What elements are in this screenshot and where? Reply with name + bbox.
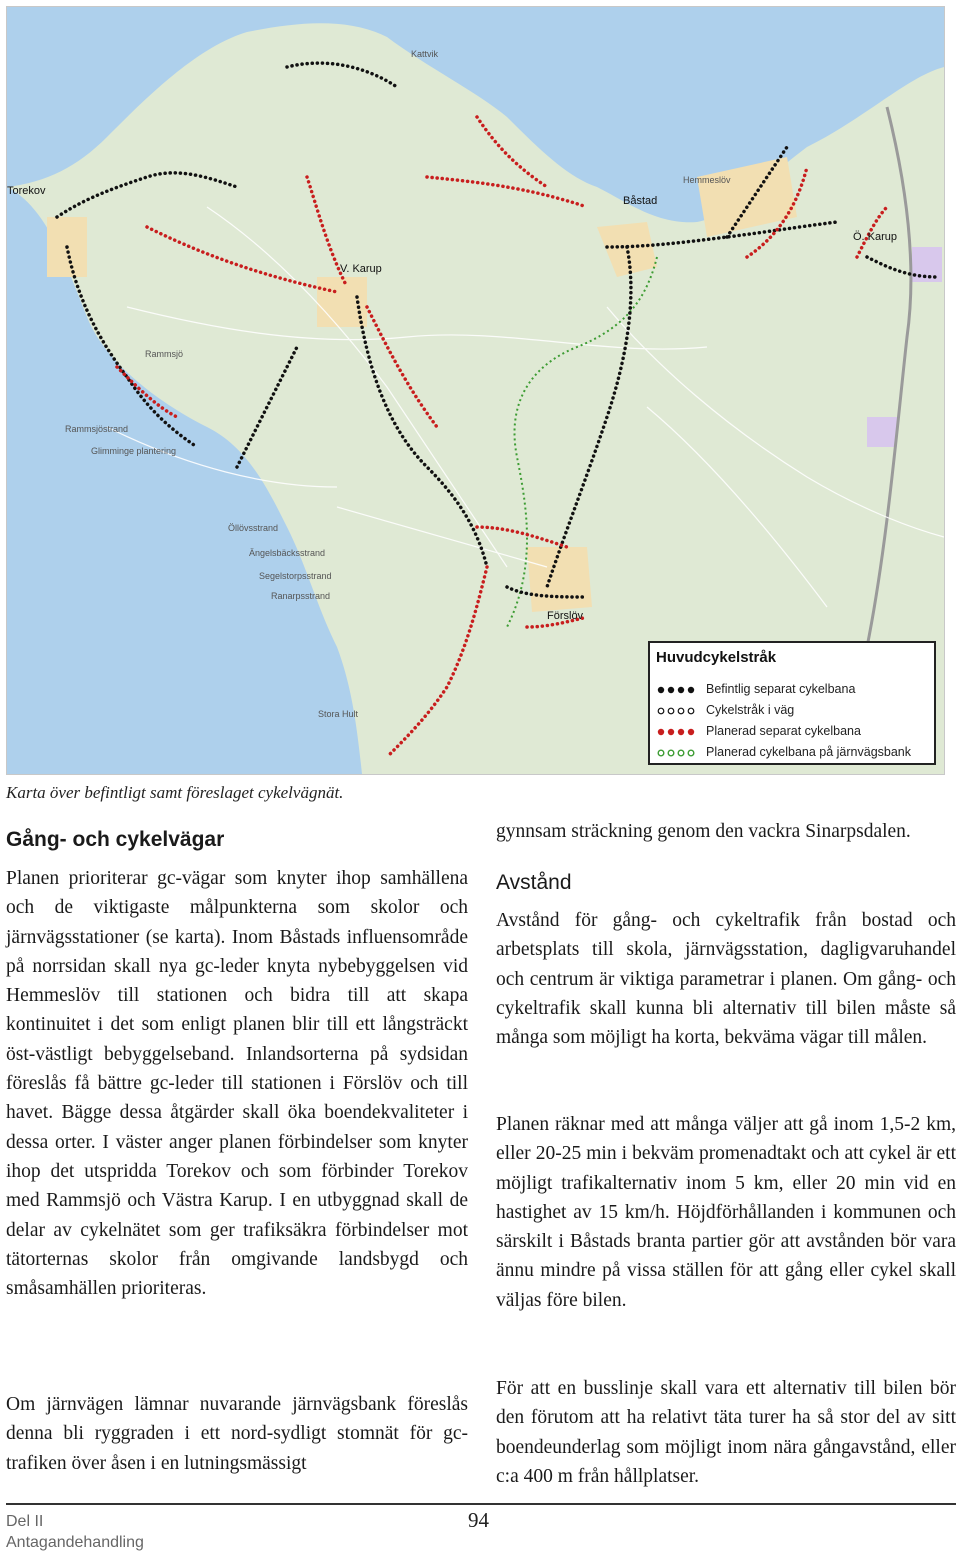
body-paragraph: gynnsam sträckning genom den vackra Sinarpsdalen. [496, 821, 911, 842]
place-label-rammsjo: Rammsjö [145, 349, 184, 359]
motorway [867, 107, 911, 647]
legend-item [656, 744, 932, 762]
legend-label: Cykelstråk i väg [706, 703, 795, 717]
place-label-ollovsstrand: Öllövsstrand [228, 523, 279, 533]
map-legend [648, 641, 936, 765]
place-label-rammsjostrand: Rammsjöstrand [65, 424, 129, 434]
body-paragraph: Planen räknar med att många väljer att gå inom 1,5-2 km, eller 20-25 min i bekväm promenadtakt och att cykel är ett möjligt trafikalternativ inom 5 km, eller 20 min vid en hastighet av 15 km/h. Höjdförhållanden i kommunen och särskilt i Båstads branta partier gör att avstånden bör vara ännu mindre på vissa ställen för att gång eller cykel skall väljas före bilen. [496, 1114, 956, 1311]
section-heading-distance: Avstånd [496, 871, 572, 894]
section-heading-walking-cycling: Gång- och cykelvägar [6, 828, 225, 851]
place-label-hemmeslov: Hemmeslöv [683, 175, 731, 185]
body-paragraph: Avstånd för gång- och cykeltrafik från bostad och arbetsplats till skola, järnvägsstation, dagligvaruhandel och centrum är viktiga parametrar i planen. Om gång- och cykeltrafik skall kunna bli alternativ till bilen måste så många som möjligt ha korta, bekväma vägar till målen. [496, 910, 956, 1049]
sea-north [7, 7, 944, 222]
place-label-glimminge: Glimminge plantering [91, 446, 177, 456]
place-label-stora-hult: Stora Hult [318, 709, 359, 719]
existing-route [357, 297, 487, 567]
urban-area [597, 222, 657, 277]
place-label-okarup: Ö. Karup [853, 231, 898, 243]
legend-symbol-road [656, 705, 696, 717]
legend-symbol-planned [656, 726, 696, 738]
legend-item [656, 723, 932, 741]
page-number: 94 [468, 1508, 489, 1532]
industry-area [867, 417, 897, 447]
footer-document-type: Antagandehandling [6, 1534, 144, 1551]
legend-label: Befintlig separat cykelbana [706, 682, 856, 696]
place-label-vkarup: V. Karup [340, 263, 382, 275]
place-label-kattvik: Kattvik [411, 49, 439, 59]
industry-area [912, 247, 942, 282]
legend-symbol-existing [656, 684, 696, 696]
planned-route [387, 567, 487, 757]
place-label-segelstorpsstrand: Segelstorpsstrand [259, 571, 332, 581]
place-label-ranarpsstrand: Ranarpsstrand [271, 591, 331, 601]
planned-route [477, 527, 567, 547]
place-label-torekov: Torekov [7, 185, 46, 197]
place-label-bastad: Båstad [623, 195, 658, 207]
existing-route [237, 347, 297, 467]
legend-symbol-rail [656, 747, 696, 759]
body-paragraph: Planen prioriterar gc-vägar som knyter ihop samhällena och de viktigaste målpunkterna som skolor och järnvägsstationer (se karta). Inom Båstads influensområde på norrsidan skall nya gc-leder knyta nybebyggelsen vid Hemmeslöv till stationen och bidra till att skapa kontinuitet i det som enligt planen blir till ett långsträckt öst-västligt bebyggelseband. Inlandsorterna på sydsidan föreslås få bättre gc-leder till stationen i Förslöv och till havet. Bägge dessa åtgärder skall öka boendekvaliteter i dessa orter. I väster anger planen förbindelser som knyter ihop det utspridda Torekov och som förbinder Torekov med Rammsjö och Västra Karup. I en utbyggnad skall de delar av cykelnätet som ger trafiksäkra förbindelser mot tätorternas skolor från omgivande landsbygd och småsamhällen prioriteras. [6, 868, 468, 1300]
legend-label: Planerad cykelbana på järnvägsbank [706, 745, 911, 759]
urban-area [527, 547, 592, 612]
legend-item [656, 681, 932, 699]
place-label-forslov: Förslöv [547, 610, 584, 622]
planned-route [427, 177, 587, 207]
existing-route [547, 247, 631, 587]
map-caption: Karta över befintligt samt föreslaget cykelvägnät. [6, 783, 344, 802]
planned-route [147, 227, 337, 292]
legend-title: Huvudcykelstråk [656, 649, 777, 666]
legend-label: Planerad separat cykelbana [706, 724, 861, 738]
legend-item [656, 702, 932, 720]
existing-route [287, 63, 397, 87]
footer-rule [6, 1503, 956, 1505]
footer-part-label: Del II [6, 1513, 44, 1530]
body-paragraph: Om järnvägen lämnar nuvarande järnvägsbank föreslås denna bli ryggraden i ett nord-sydligt stomnät för gc-trafiken över åsen i en lutningsmässigt [6, 1394, 468, 1474]
place-label-angelsbacksstrand: Ängelsbäcksstrand [249, 548, 326, 558]
existing-route [57, 173, 237, 217]
body-paragraph: För att en busslinje skall vara ett alternativ till bilen bör den förutom att ha relativt täta turer ha så stor del av sitt boendeunderlag som möjligt inom nära gångavstånd, eller c:a 400 m från hållplatser. [496, 1378, 956, 1487]
